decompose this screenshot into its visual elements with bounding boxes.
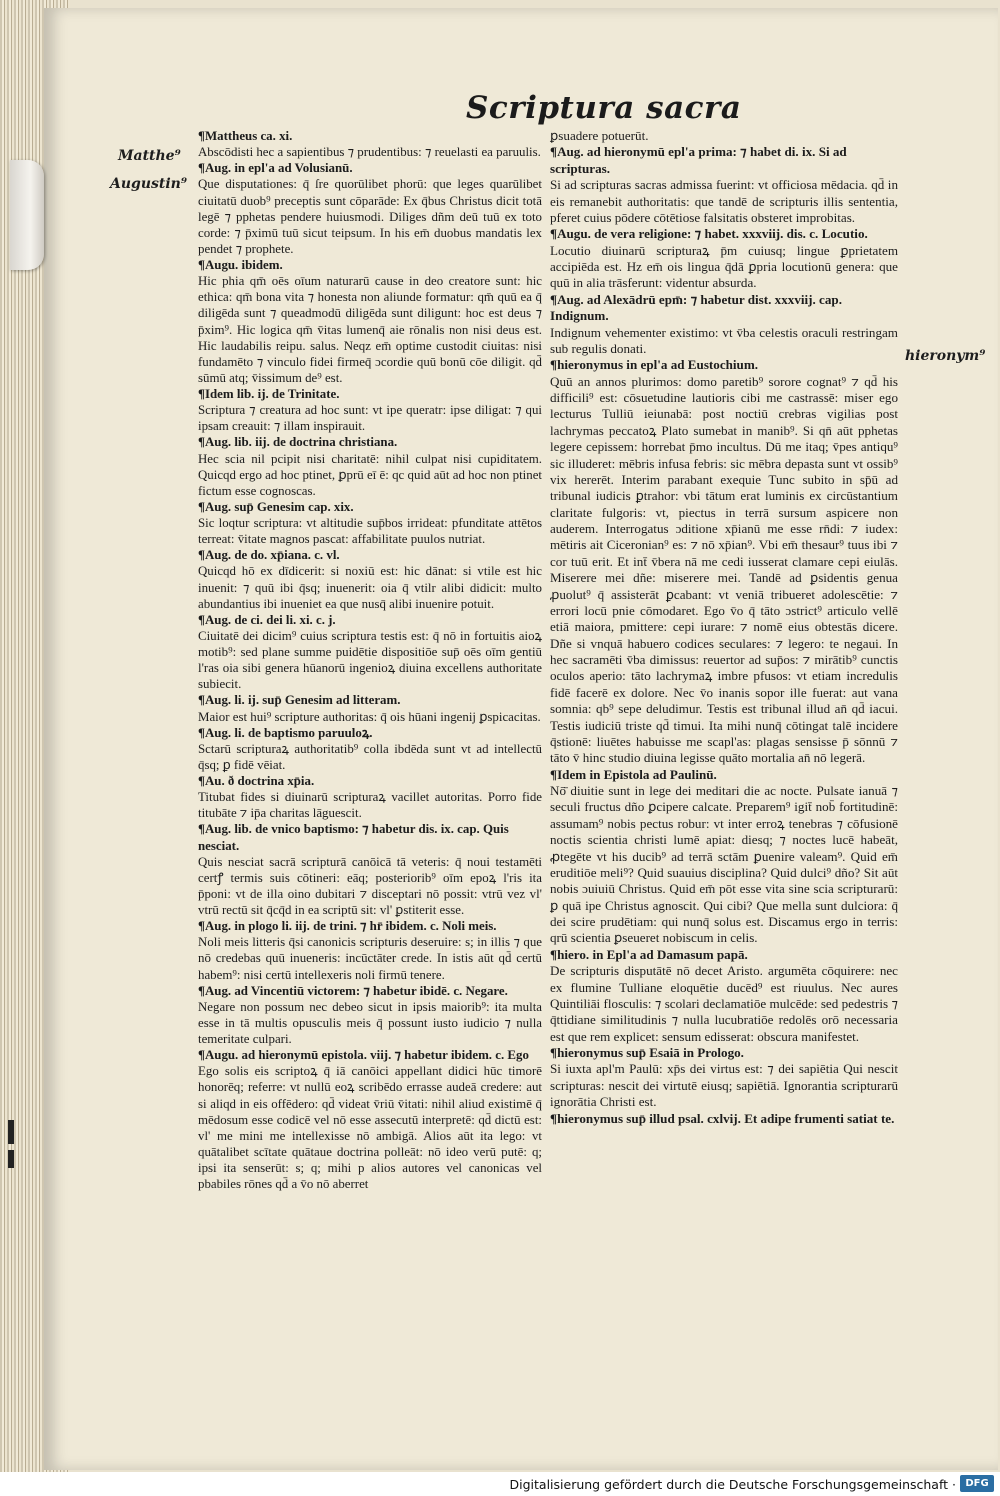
text-paragraph: Ego solis eis scriptoꝝ q̄ iā canōici appellant didici hūc timorē honorēq; referre: vt nullū eoꝝ scribēdo errasse audeā credere: aut si aliqd in eis offēdero: qd̄ videat v̄riū v̄itati: nihil aliud existimē q̄ mēdosum esse codicē vel nō esse assecutū interpretē: qd̄ dictū est: vl' me mini me intellexisse nō ambigā. Alios aūt ita lego: vt quātalibet scītate quātaue doctrina polleāt: nō ideo verū putē: q; ipsi ita senserūt: s; q; mihi p alios autores vel canonicas vel pbabiles rōnes qd̄ a v̄o nō aberret [198, 1064, 542, 1192]
rubric-heading: ¶Augu. de vera religione: ⁊ habet. xxxviij. dis. c. Locutio. [550, 226, 868, 242]
right-text-column [550, 128, 898, 1127]
text-paragraph: ꝑsuadere potuerūt. [550, 128, 649, 143]
text-paragraph: De scripturis disputātē nō decet Aristo. argumēta cōquirere: nec ex flumine Tulliane eloquētie ducēd⁹ est riuulus. Nec aures Quintiliāi flosculis: ⁊ scolari declamatiōe mulcēde: sed pedestris ⁊ q̄ttidiane similitudinis ⁊ nulla lucubratiōe redolēs orō necessaria est que rem explicet: sensum edisserat: obscura manifestet. [550, 963, 898, 1044]
rubric-heading: ¶hiero. in Epl'a ad Damasum papā. [550, 946, 748, 962]
rubric-heading: ¶Aug. ad hieronymū epl'a prima: ⁊ habet di. ix. Si ad scripturas. [550, 144, 847, 176]
rubric-heading: ¶Aug. de do. xp̄iana. c. vl. [198, 548, 340, 563]
footer-credit: Digitalisierung gefördert durch die Deutsche Forschungsgemeinschaft · [509, 1477, 956, 1492]
left-text-column [198, 128, 542, 1192]
edge-mark [8, 1120, 14, 1144]
text-paragraph: Titubat fides si diuinarū scripturaꝝ vacillet autoritas. Porro fide titubāte ⁊ ip̄a charitas lāguescit. [198, 790, 542, 821]
margin-note-matthew: Matthe⁹ [118, 148, 181, 164]
text-paragraph: Negare non possum nec debeo sicut in ipsis maiorib⁹: ita multa esse in tā multis opusculis meis q̄ possunt iusto iudicio ⁊ nulla temeritate culpari. [198, 999, 542, 1046]
rubric-heading: ¶Aug. in plogo li. iij. de trini. ⁊ hr̄ ibidem. c. Noli meis. [198, 919, 497, 934]
text-paragraph: Scriptura ⁊ creatura ad hoc sunt: vt ipe queratr: ipse diligat: ⁊ qui ipsam creauit: ⁊ illam inspirauit. [198, 403, 542, 434]
rubric-heading: ¶Augu. ad hieronymū epistola. viij. ⁊ habetur ibidem. c. Ego [198, 1048, 529, 1063]
text-paragraph: Que disputationes: q̄ ſre quorūlibet phorū: que leges quarūlibet ciuitatū duob⁹ preceptis sunt cōparāde: Ex q̄bus Christus dicit totā legē ⁊ pphetas pendere huiusmodi. Diliges dñm deū tuū ex toto corde: ⁊ p̄ximū tuū sicut teipsum. In his em̄ duobus mandatis lex pendet ⁊ prophete. [198, 177, 542, 256]
rubric-heading: ¶Aug. li. ij. sup̄ Genesim ad litteram. [198, 693, 401, 708]
margin-note-augustin: Augustin⁹ [110, 176, 187, 192]
text-paragraph: Quis nesciat sacrā scripturā canōicā tā veteris: q̄ noui testamēti certꝭ termis suis cōtineri: eāq; posteriorib⁹ oīm epoꝝ l'ris ita p̄poni: vt de illa oino dubitari ⁊ disceptari nō possit: vtrū vez vl' vtrū rectū sit q̄cq̄d in ea scriptū sit: vl' ꝑstiterit esse. [198, 854, 542, 917]
rubric-heading: ¶Idem in Epistola ad Paulinū. [550, 766, 717, 782]
text-paragraph: Locutio diuinarū scripturaꝝ p̄m cuiusq; lingue ꝑprietatem accipiēda est. Hz em̄ ois lingua q̄dā ꝑpria locutionū genera: que quū in alia trāsferunt: videntur absurda. [550, 242, 898, 291]
rubric-heading: ¶Idem lib. ij. de Trinitate. [198, 387, 340, 401]
text-paragraph: Quicqd hō ex dīdicerit: si noxiū est: hic dānat: si vtile est hic inuenit: ⁊ quū ibi q̄sq; inuenerit: oia q̄ vtilr alibi didicit: multo abundantius ibi inueniet ea que nusq̄ alibi inuenire potuit. [198, 564, 542, 611]
rubric-heading: ¶Aug. ad Alexādrū epm̄: ⁊ habetur dist. xxxviij. cap. Indignum. [550, 291, 842, 324]
rubric-heading: ¶Augu. ibidem. [198, 258, 283, 272]
running-header: Scriptura sacra [466, 90, 742, 126]
rubric-heading: ¶hieronymus in epl'a ad Eustochium. [550, 357, 759, 373]
text-paragraph: Hec scia nil pcipit nisi charitatē: nihil culpat nisi cupiditatem. Quicqd ergo ad hoc ptinet, ꝑprū eī ē: qc quid aūt ad hoc non ptinet fictum esse cognoscas. [198, 451, 542, 498]
text-paragraph: Indignum vehementer existimo: vt v̄ba celestis oraculi restringam sub regulis donati. [550, 324, 898, 356]
text-paragraph: Sic loqtur scriptura: vt altitudie sup̄bos irrideat: pfunditate attētos terreat: v̄itate magnos pascat: affabilitate puulos nutriat. [198, 516, 542, 547]
margin-note-hieronym: hieronym⁹ [905, 348, 986, 364]
rubric-heading: ¶Mattheus ca. xi. [198, 129, 293, 143]
rubric-heading: ¶Aug. ad Vincentiū victorem: ⁊ habetur ibidē. c. Negare. [198, 983, 508, 998]
rubric-heading: ¶Aug. de ci. dei li. xi. c. j. [198, 612, 336, 627]
rubric-heading: ¶hieronymus sup̄ Esaiā in Prologo. [550, 1045, 744, 1060]
page-clip [10, 160, 44, 270]
text-paragraph: Maior est hui⁹ scripture authoritas: q̄ ois hūani ingenij ꝑspicacitas. [198, 709, 541, 724]
text-paragraph: Noli meis litteris q̄si canonicis scripturis deseruire: s; in illis ⁊ que nō credebas quū inueneris: incūctāter crede. In istis aūt qd̄ certū habem⁹: nisi certū intellexeris noli firmū tenere. [198, 935, 542, 982]
rubric-heading: ¶Aug. lib. de vnico baptismo: ⁊ habetur dis. ix. cap. Quis nesciat. [198, 822, 509, 853]
rubric-heading: ¶hieronymus sup̄ illud psal. cxlvij. Et adipe frumenti satiat te. [550, 1110, 895, 1126]
rubric-heading: ¶Aug. li. de baptismo paruuloꝝ. [198, 725, 373, 740]
text-paragraph: Si iuxta apl'm Paulū: xp̄s dei virtus est: ⁊ dei sapiētia Qui nescit scripturas: nescit dei virtutē eiusq; sapiētiā. Ignorantia scripturarū ignorātia Christi est. [550, 1061, 898, 1110]
text-paragraph: Quū an annos plurimos: domo paretib⁹ sorore cognat⁹ ⁊ qd̄ his difficili⁹ est: cōsuetudine lautioris cibi me castrassē: miser ego lecturus Tulliū ieiunabā: post noctiū crebras vigilias post lachrymas peccatoꝝ Plato sumebat in manib⁹. Si qn̄ aūt pphetas legere cepissem: horrebat p̄mo incultus. Dū me itaq; v̄pes antiqu⁹ sic illuderet: mēbris infusa febris: sic mēbra depasta sunt vt ossib⁹ vix hererēt. Interim parabant exequie Tunc subito in sp̄ū ad tribunal iudicis ꝑtrahor: vbi tātum erat luminis ex circūstantium claritate fulgoris: vt, piectus in terrā sursum aspicere non auderem. Interrogatus ɔditione xp̄ianū me esse rn̄di: ⁊ iudex: mētiris ait Ciceronian⁹ es: ⁊ nō xp̄ian⁹. Vbi em̄ thesaur⁹ tuus ibi ⁊ cor tuū erit. Et int̄ v̄bera nā me cedi iusserat clamare cepi eiulās. Miserere mei dñe: miserere mei. Tandē ad ꝑsidentis genua ꝓuolut⁹ q̄ assisterāt ꝑcabant: vt veniā tribueret adolescētie: ⁊ errori locū pnie cōmodaret. Ego v̄o q̄ tāto ɔstrict⁹ articulo vellē etiā maiora, pmittere: cepi iurare: ⁊ nomē eius obtestās dicere. Dñe si vnquā habuero codices seculares: ⁊ legero: te negaui. In hec sacramēti v̄ba dimissus: reuertor ad sup̄os: ⁊ mirātib⁹ cunctis oculos aperio: tāto lachrymaꝝ imbre pfusos: vt etiam incredulis fidē facerē ex dolore. Nec v̄o inanis sopor ille fuerat: aut vana somnia: qb⁹ sepe deludimur. Testis est tribunal illud an̄ qd̄ iacui. Testis iudiciū triste qd̄ timui. Ita mihi nunq̄ cōtingat talē incidere q̄stionē: liuētes habuisse me scapl'as: plagas sensisse p̄ sōnnū ⁊ tāto v̄ hinc studio diuina legisse quāto mortalia an̄ nō legerā. [550, 373, 898, 766]
rubric-heading: ¶Au. ð doctrina xp̄ia. [198, 774, 315, 788]
dfg-logo: DFG [960, 1475, 994, 1492]
text-paragraph: Abscōdisti hec a sapientibus ⁊ prudentibus: ⁊ reuelasti ea paruulis. [198, 145, 541, 160]
edge-mark [8, 1150, 14, 1168]
text-paragraph: Sctarū scripturaꝝ authoritatib⁹ colla ibdēda sunt vt ad intellectū q̄sq; ꝑ fidē vēiat. [198, 741, 542, 772]
rubric-heading: ¶Aug. sup̄ Genesim cap. xix. [198, 499, 354, 514]
rubric-heading: ¶Aug. in epl'a ad Volusianū. [198, 161, 353, 176]
rubric-heading: ¶Aug. lib. iij. de doctrina christiana. [198, 435, 398, 450]
text-paragraph: Si ad scripturas sacras admissa fuerint: vt officiosa mēdacia. qd̄ in eis remanebit authoritatis: que tandē de scripturis illis sententia, pferet cuius pōdere cōtētiose falsitatis obsteret improbitas. [550, 177, 898, 225]
text-paragraph: Hic phia qm̄ oēs oīum naturarū cause in deo creatore sunt: hic ethica: qm̄ bona vita ⁊ honesta non aliunde formatur: qm̄ quū ea q̄ diligēda sunt ⁊ queadmodū diligēda sunt diligunt: hoc est deus ⁊ p̄xim⁹. Hic logica qm̄ v̄itas lumenq̄ aie rōnalis non nisi deus est. Hic laudabilis reipu. salus. Neqz em̄ optime custodit ciuitas: nisi fundamēto ⁊ vinculo fidei firmeq̄ ɔcordie quū bonū cōe diligit. qd̄ sūmū atq; v̄issimum de⁹ est. [198, 274, 542, 385]
text-paragraph: Ciuitatē dei dicim⁹ cuius scriptura testis est: q̄ nō in fortuitis aioꝝ motib⁹: sed plane summe puidētie dispositiōe sup̄ oēs oīm gentiū l'ras oia sibi genera hūanorū ingenioꝝ diuina excellens authoritate subiecit. [198, 628, 542, 692]
text-paragraph: Nō̄ diuitie sunt in lege dei meditari die ac nocte. Pulsate ianuā ⁊ seculi fructus dño ꝑcipere calcate. Preparem⁹ igit̄ nob̄ fortitudinē: assumam⁹ nobis pectus robur: vt inter erroꝝ tenebras ⁊ cōfusionē noctis scientia christi lumē apiat: diesq; ⁊ noctes lucē habeāt, ꝓtegēte vt his ducib⁹ ad terrā sctām ꝑuenire valeam⁹. Quid em̄ eruditiōe meli⁹? Quid suauius disciplina? Quid dulci⁹ dño? Sit aūt nobis ɔuiuiū Christus. Quid em̄ pōt esse vita sine scia scripturarū: ꝑ quā ipe Christus agnoscit. Qui cibi? Que mella sunt dulciora: q̄ dei scire prudētiam: qui nunq̄ solus est. Discamus ergo in terris: qrū scientia ꝑseueret nobiscum in celis. [550, 783, 898, 946]
